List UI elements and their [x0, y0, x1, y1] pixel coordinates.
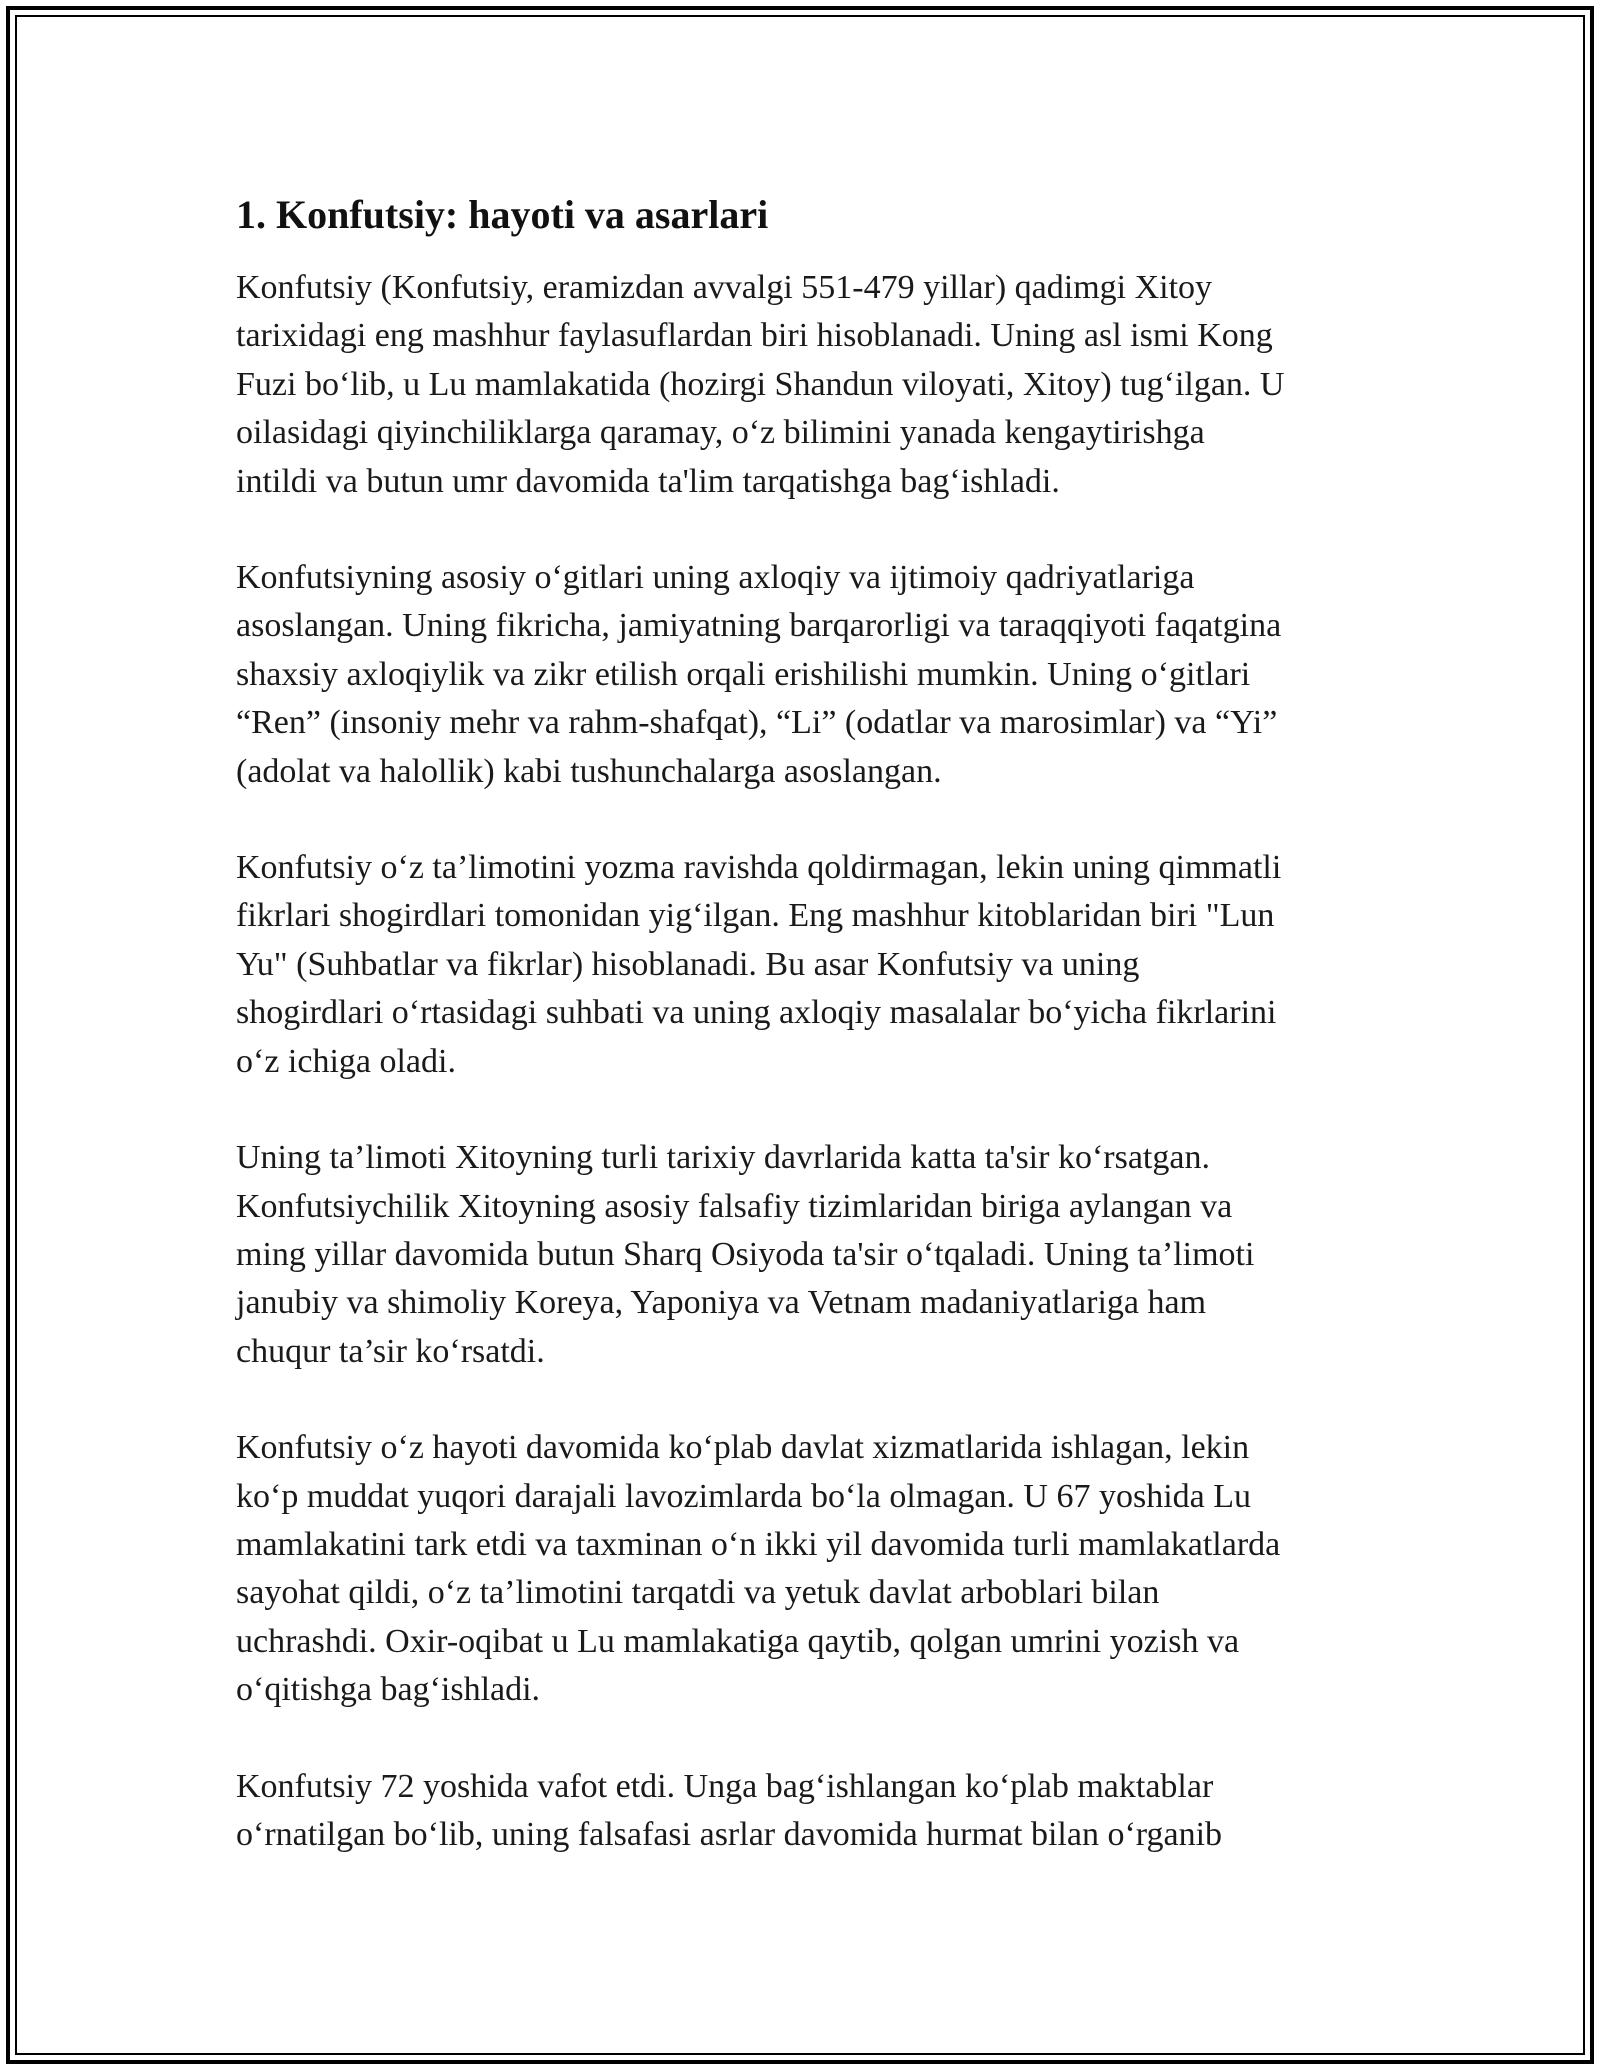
paragraph-line: Yu" (Suhbatlar va fikrlar) hisoblanadi. Bu asar Konfutsiy va uning [236, 945, 1140, 983]
paragraph-line: Konfutsiy o‘z hayoti davomida ko‘plab davlat xizmatlarida ishlagan, lekin [236, 1429, 1250, 1467]
paragraph-line: janubiy va shimoliy Koreya, Yaponiya va Vetnam madaniyatlariga ham [236, 1284, 1207, 1322]
paragraph-line: Konfutsiychilik Xitoyning asosiy falsafiy tizimlaridan biriga aylangan va [236, 1187, 1233, 1225]
paragraph-line: shaxsiy axloqiylik va zikr etilish orqali erishilishi mumkin. Uning o‘gitlari [236, 655, 1251, 693]
paragraph-line: sayohat qildi, o‘z ta’limotini tarqatdi va yetuk davlat arboblari bilan [236, 1574, 1160, 1612]
paragraph-4 [236, 1134, 1376, 1376]
paragraph-line: asoslangan. Uning fikricha, jamiyatning barqarorligi va taraqqiyoti faqatgina [236, 607, 1282, 645]
document-body [236, 188, 1376, 1907]
paragraph-6 [236, 1763, 1376, 1860]
paragraph-line: Fuzi bo‘lib, u Lu mamlakatida (hozirgi Shandun viloyati, Xitoy) tug‘ilgan. U [236, 365, 1285, 403]
paragraph-line: shogirdlari o‘rtasidagi suhbati va uning axloqiy masalalar bo‘yicha fikrlarini [236, 994, 1277, 1032]
document-title: 1. Konfutsiy: hayoti va asarlari [236, 192, 769, 237]
paragraph-line: Konfutsiy 72 yoshida vafot etdi. Unga bag‘ishlangan ko‘plab maktablar [236, 1767, 1214, 1805]
paragraph-line: (adolat va halollik) kabi tushunchalarga asoslangan. [236, 752, 942, 790]
paragraph-line: Konfutsiy o‘z ta’limotini yozma ravishda qoldirmagan, lekin uning qimmatli [236, 849, 1282, 887]
paragraph-line: chuqur ta’sir ko‘rsatdi. [236, 1332, 545, 1370]
paragraph-line: o‘rnatilgan bo‘lib, uning falsafasi asrlar davomida hurmat bilan o‘rganib [236, 1815, 1223, 1853]
paragraph-line: o‘z ichiga oladi. [236, 1042, 456, 1080]
paragraph-line: fikrlari shogirdlari tomonidan yig‘ilgan. Eng mashhur kitoblaridan biri "Lun [236, 897, 1275, 935]
paragraph-line: intildi va butun umr davomida ta'lim tarqatishga bag‘ishladi. [236, 462, 1060, 500]
paragraph-line: o‘qitishga bag‘ishladi. [236, 1671, 541, 1709]
paragraph-list [236, 264, 1376, 1859]
paragraph-2 [236, 554, 1376, 796]
paragraph-line: uchrashdi. Oxir-oqibat u Lu mamlakatiga qaytib, qolgan umrini yozish va [236, 1622, 1240, 1660]
paragraph-line: tarixidagi eng mashhur faylasuflardan biri hisoblanadi. Uning asl ismi Kong [236, 317, 1273, 355]
paragraph-line: ming yillar davomida butun Sharq Osiyoda ta'sir o‘tqaladi. Uning ta’limoti [236, 1235, 1255, 1273]
paragraph-line: Konfutsiy (Konfutsiy, eramizdan avvalgi 551-479 yillar) qadimgi Xitoy [236, 269, 1213, 306]
paragraph-5 [236, 1424, 1376, 1714]
paragraph-line: oilasidagi qiyinchiliklarga qaramay, o‘z bilimini yanada kengaytirishga [236, 414, 1205, 452]
paragraph-1 [236, 264, 1376, 506]
paragraph-line: mamlakatini tark etdi va taxminan o‘n ikki yil davomida turli mamlakatlarda [236, 1525, 1281, 1563]
paragraph-3 [236, 844, 1376, 1086]
paragraph-line: “Ren” (insoniy mehr va rahm-shafqat), “Li” (odatlar va marosimlar) va “Yi” [236, 704, 1278, 742]
paragraph-line: Konfutsiyning asosiy o‘gitlari uning axloqiy va ijtimoiy qadriyatlariga [236, 559, 1195, 597]
paragraph-line: Uning ta’limoti Xitoyning turli tarixiy davrlarida katta ta'sir ko‘rsatgan. [236, 1139, 1210, 1177]
paragraph-line: ko‘p muddat yuqori darajali lavozimlarda bo‘la olmagan. U 67 yoshida Lu [236, 1477, 1252, 1515]
